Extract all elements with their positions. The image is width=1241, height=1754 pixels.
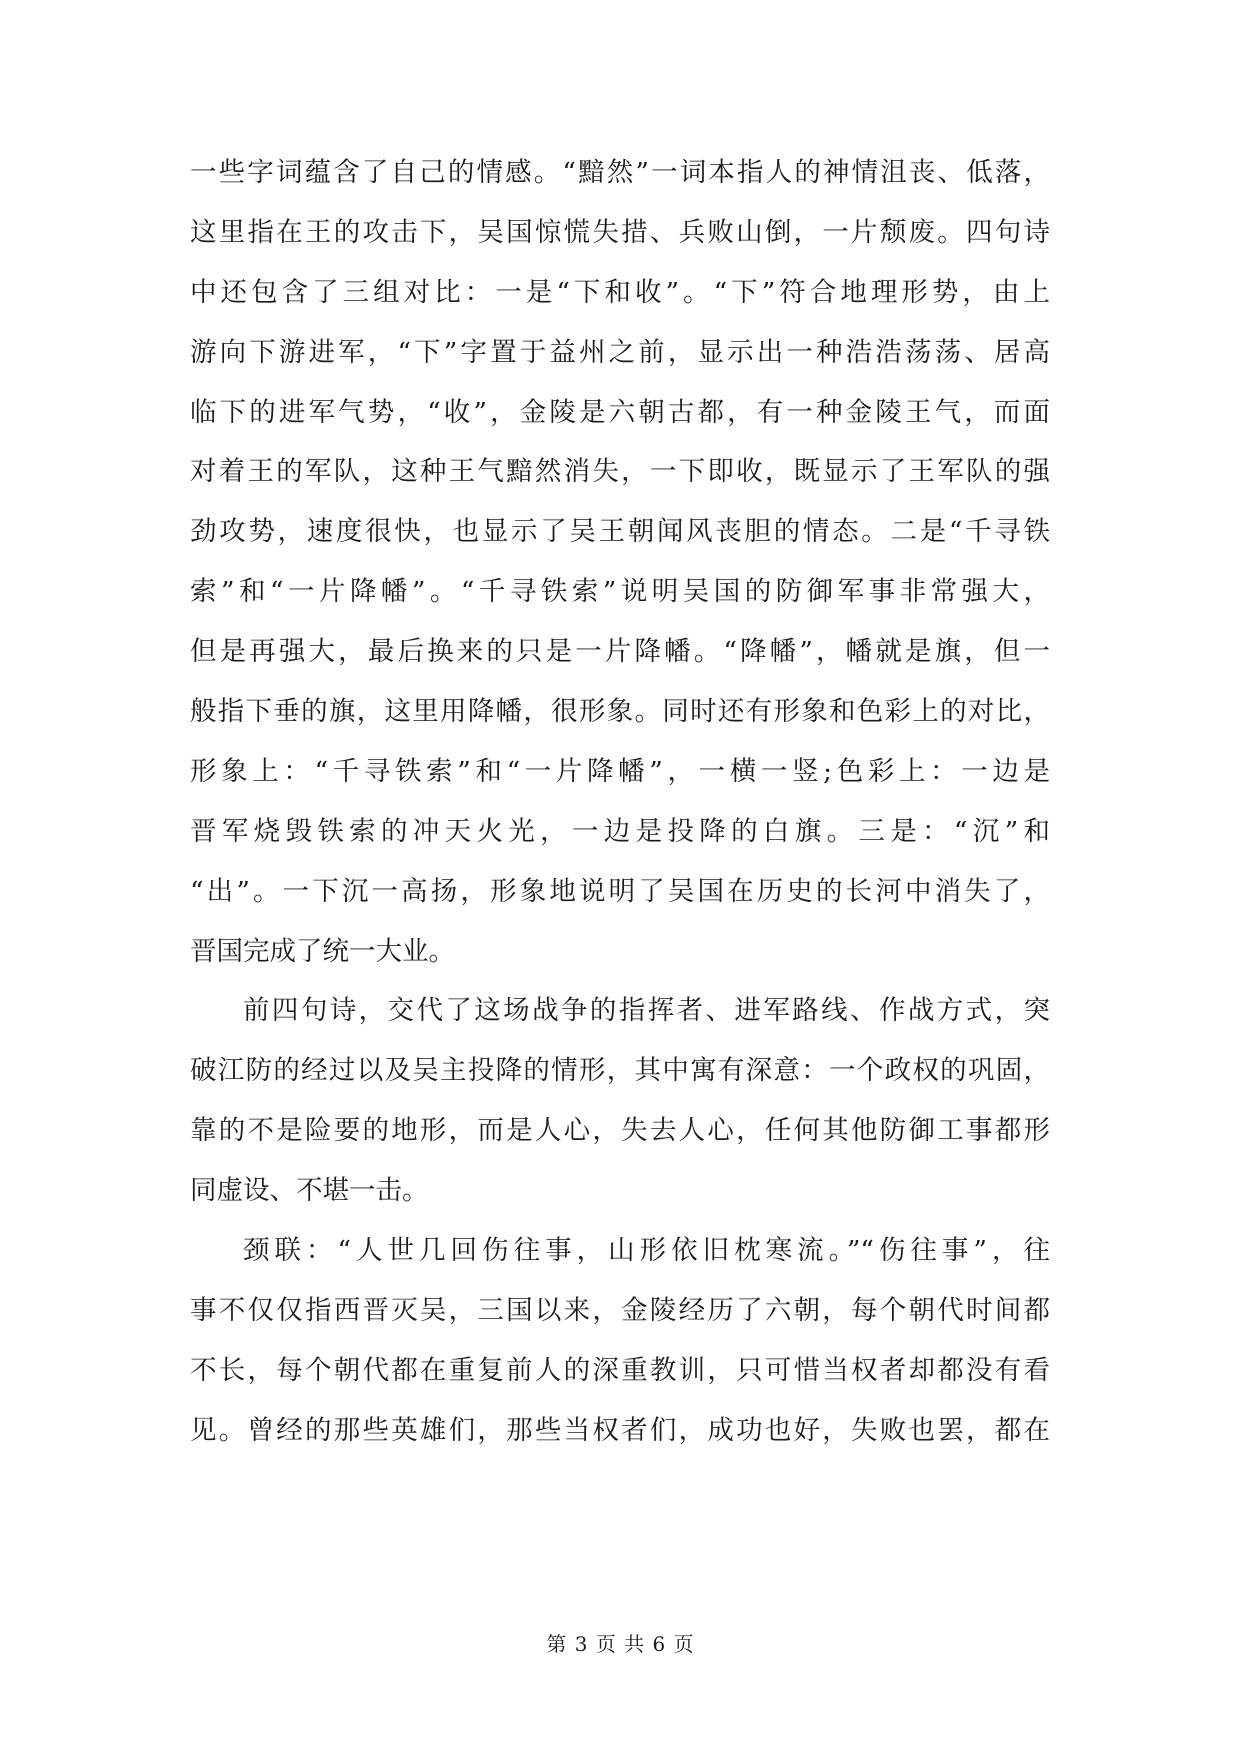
text-line: 靠的不是险要的地形，而是人心，失去人心，任何其他防御工事都形 bbox=[190, 1115, 1050, 1147]
text-line: 中还包含了三组对比：一是“下和收”。“下”符合地理形势，由上 bbox=[190, 276, 1050, 308]
text-line: 破江防的经过以及吴主投降的情形，其中寓有深意：一个政权的巩固， bbox=[190, 1055, 1050, 1087]
text-line: 劲攻势，速度很快，也显示了吴王朝闻风丧胆的情态。二是“千寻铁 bbox=[190, 516, 1050, 548]
document-body bbox=[190, 153, 1050, 1471]
text-line: 晋军烧毁铁索的冲天火光，一边是投降的白旗。三是：“沉”和 bbox=[190, 815, 1050, 847]
page-footer: 第 3 页 共 6 页 bbox=[546, 1632, 695, 1656]
text-line: 不长，每个朝代都在重复前人的深重教训，只可惜当权者却都没有看 bbox=[190, 1354, 1050, 1386]
text-line: “出”。一下沉一高扬，形象地说明了吴国在历史的长河中消失了， bbox=[190, 875, 1050, 907]
text-line: 前四句诗，交代了这场战争的指挥者、进军路线、作战方式，突 bbox=[243, 995, 1050, 1027]
text-line: 这里指在王的攻击下，吴国惊慌失措、兵败山倒，一片颓废。四句诗 bbox=[190, 216, 1050, 248]
text-line: 般指下垂的旗，这里用降幡，很形象。同时还有形象和色彩上的对比， bbox=[190, 696, 1050, 728]
paragraph-3 bbox=[190, 1231, 1050, 1471]
text-line: 同虚设、不堪一击。 bbox=[190, 1175, 429, 1207]
text-line: 但是再强大，最后换来的只是一片降幡。“降幡”，幡就是旗，但一 bbox=[190, 636, 1050, 668]
paragraph-2 bbox=[190, 991, 1050, 1231]
text-line: 索”和“一片降幡”。“千寻铁索”说明吴国的防御军事非常强大， bbox=[190, 576, 1050, 608]
text-line: 形象上：“千寻铁索”和“一片降幡”，一横一竖;色彩上：一边是 bbox=[190, 755, 1050, 787]
text-line: 临下的进军气势，“收”，金陵是六朝古都，有一种金陵王气，而面 bbox=[190, 396, 1050, 428]
text-line: 游向下游进军，“下”字置于益州之前，显示出一种浩浩荡荡、居高 bbox=[190, 336, 1050, 368]
text-line: 颈联：“人世几回伤往事，山形依旧枕寒流。”“伤往事”，往 bbox=[243, 1235, 1050, 1267]
text-line: 一些字词蕴含了自己的情感。“黯然”一词本指人的神情沮丧、低落， bbox=[190, 157, 1050, 188]
text-line: 事不仅仅指西晋灭吴，三国以来，金陵经历了六朝，每个朝代时间都 bbox=[190, 1294, 1050, 1326]
paragraph-1 bbox=[190, 153, 1050, 991]
text-line: 晋国完成了统一大业。 bbox=[190, 935, 455, 967]
text-line: 见。曾经的那些英雄们，那些当权者们，成功也好，失败也罢，都在 bbox=[190, 1414, 1050, 1446]
text-line: 对着王的军队，这种王气黯然消失，一下即收，既显示了王军队的强 bbox=[190, 456, 1050, 488]
